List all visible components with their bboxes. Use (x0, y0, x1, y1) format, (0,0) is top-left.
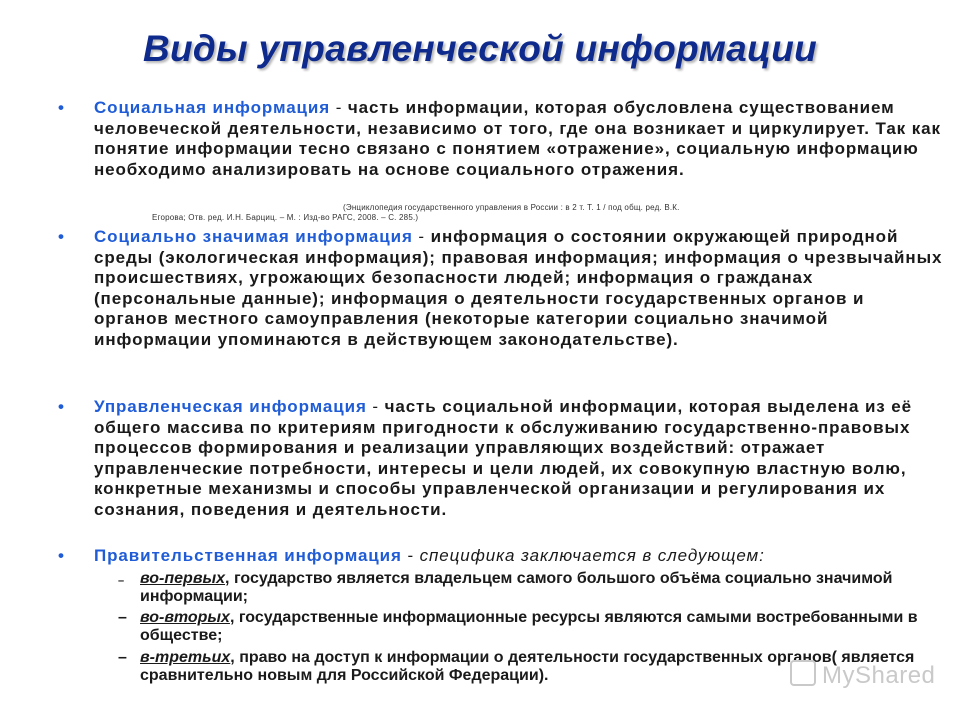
sub-item-term: во-первых (140, 570, 226, 587)
bullet-social-information (58, 98, 944, 180)
bullet-text: часть социальной информации, которая выделена из её общего массива по критериям пригодности к обслуживанию государственно-правовых процессов формирования и реализации управляющих воздействий: отражает управленческие потребности, интересы и цели людей, их совокупную властную волю, конкретные механизмы и способы управленческой организации и регулирования их сознания, поведения и деятельности. (94, 397, 912, 519)
sub-item-second (118, 609, 930, 645)
citation-line-2: Егорова; Отв. ред. И.Н. Барциц. – М. : Изд-во РАГС, 2008. – С. 285.) (152, 213, 419, 222)
bullet-separator: - (330, 98, 348, 117)
sub-item-dash: – (118, 609, 127, 626)
watermark-logo-icon (790, 660, 816, 686)
citation-line-1: (Энциклопедия государственного управления в России : в 2 т. Т. 1 / под общ. ред. В.К. (343, 203, 680, 212)
watermark-text: MyShared (822, 662, 936, 689)
bullet-text: информация о состоянии окружающей природной среды (экологическая информация); правовая информация; информация о чрезвычайных происшествиях, угрожающих безопасности людей; информация о гражданах (персональные данные); информация о деятельности государственных органов и органов местного самоуправления (некоторые категории социально значимой информации упоминаются в действующем законодательстве). (94, 227, 943, 349)
sub-item-dash: – (118, 649, 127, 666)
bullet-dot: • (58, 98, 65, 117)
bullet-term: Социальная информация (94, 98, 331, 117)
bullet-dot: • (58, 227, 65, 246)
bullet-separator: - (401, 546, 420, 565)
sub-item-first (118, 570, 930, 606)
bullet-dot: • (58, 546, 65, 565)
sub-item-text: , право на доступ к информации о деятельности государственных органов( является сравнительно новым для Российской Федерации). (140, 649, 915, 684)
bullet-government-information (58, 546, 944, 567)
bullet-term: Правительственная информация (94, 546, 402, 565)
slide-title: Виды управленческой информации (142, 28, 818, 69)
bullet-term: Социально значимая информация (94, 227, 413, 246)
sub-item-term: в-третьих (140, 649, 231, 666)
bullet-separator: - (366, 397, 385, 416)
bullet-management-information (58, 397, 944, 521)
watermark (790, 660, 935, 690)
sub-item-term: во-вторых (140, 609, 230, 626)
sub-item-text: , государственные информационные ресурсы являются самыми востребованными в обществе; (140, 609, 918, 644)
sub-item-text: , государство является владельцем самого большого объёма социально значимой информации; (140, 570, 893, 605)
bullet-separator: - (412, 227, 431, 246)
bullet-text: часть информации, которая обусловлена существованием человеческой деятельности, независимо от того, где она возникает и циркулирует. Так как понятие информации тесно связано с понятием «отражение», социальную информацию необходимо анализировать на основе социального отражения. (94, 98, 941, 179)
bullet-text: специфика заключается в следующем: (419, 546, 765, 565)
bullet-term: Управленческая информация (94, 397, 367, 416)
bullet-socially-significant-information (58, 227, 944, 351)
bullet-dot: • (58, 397, 65, 416)
sub-item-dash: – (118, 575, 125, 587)
